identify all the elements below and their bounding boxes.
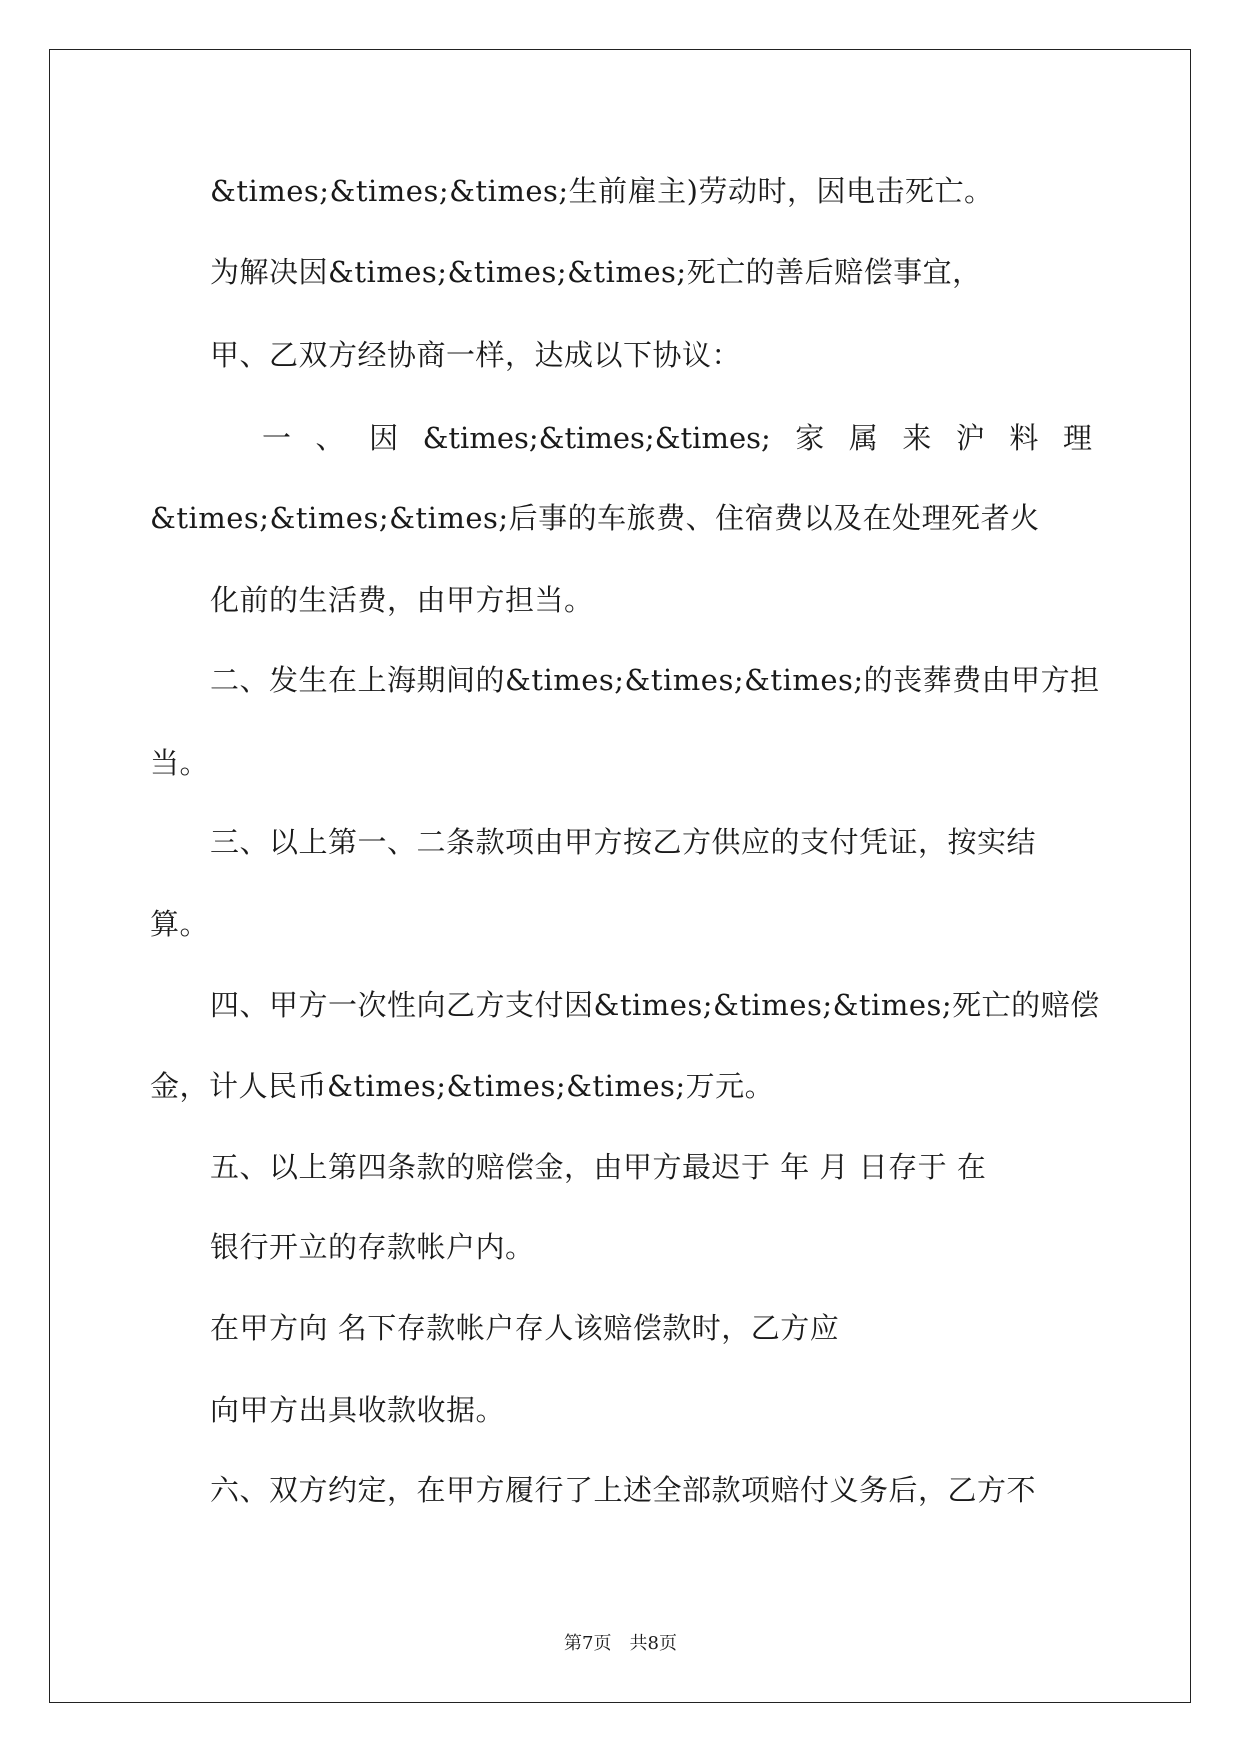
text-line-13: 银行开立的存款帐户内。 [210, 1230, 535, 1264]
text-line-14: 在甲方向 名下存款帐户存人该赔偿款时，乙方应 [210, 1311, 840, 1345]
text-line-1: &times;&times;&times;生前雇主)劳动时，因电击死亡。 [210, 174, 994, 208]
word: 因 [369, 421, 399, 455]
text-line-4: &times;&times;&times;后事的车旅费、住宿费以及在处理死者火 [150, 501, 1040, 535]
text-line-2: 为解决因&times;&times;&times;死亡的善后赔偿事宜， [210, 255, 982, 289]
text-line-11: 金，计人民币&times;&times;&times;万元。 [150, 1069, 775, 1103]
text-line-12: 五、以上第四条款的赔偿金，由甲方最迟于 年 月 日存于 在 [210, 1150, 987, 1184]
word: 来 [902, 421, 932, 455]
text-line-5: 化前的生活费，由甲方担当。 [210, 583, 594, 617]
word: 沪 [955, 421, 985, 455]
word: &times;&times;&times; [422, 421, 771, 455]
word: 料 [1009, 421, 1039, 455]
word: 、 [315, 421, 345, 455]
word: 理 [1062, 421, 1092, 455]
word: 家 [795, 421, 825, 455]
word: 一 [262, 421, 292, 455]
word: 属 [848, 421, 878, 455]
text-line-7: 当。 [150, 746, 210, 780]
text-line-9: 算。 [150, 907, 210, 941]
justified-clause-line [262, 420, 1092, 456]
text-line-16: 六、双方约定，在甲方履行了上述全部款项赔付义务后，乙方不 [210, 1473, 1037, 1507]
text-line-10: 四、甲方一次性向乙方支付因&times;&times;&times;死亡的赔偿 [210, 988, 1100, 1022]
page-border [49, 49, 1191, 1703]
text-line-6: 二、发生在上海期间的&times;&times;&times;的丧葬费由甲方担 [210, 663, 1100, 697]
text-line-8: 三、以上第一、二条款项由甲方按乙方供应的支付凭证，按实结 [210, 825, 1037, 859]
page-number-footer: 第7页 共8页 [564, 1633, 677, 1654]
text-line-3: 甲、乙双方经协商一样，达成以下协议： [210, 338, 742, 372]
text-line-15: 向甲方出具收款收据。 [210, 1393, 506, 1427]
